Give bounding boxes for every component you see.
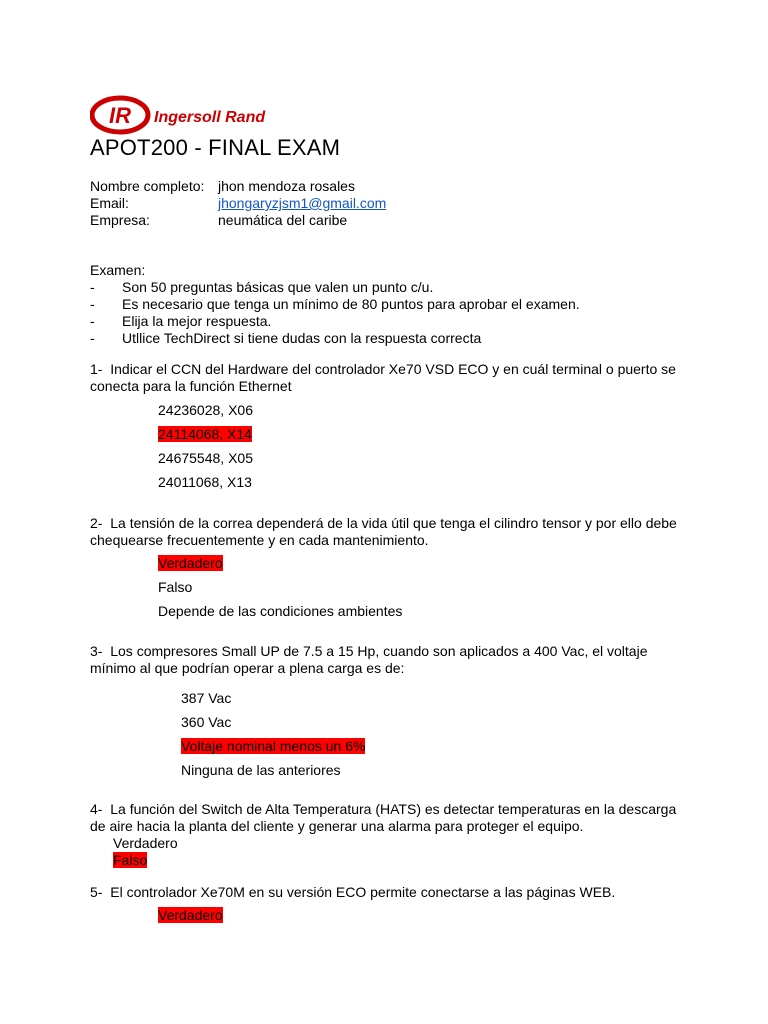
option-text: Voltaje nominal menos un 6% xyxy=(181,738,366,754)
option-text: Ninguna de las anteriores xyxy=(181,762,341,778)
question-5 xyxy=(90,884,690,901)
company-label: Empresa: xyxy=(90,212,150,228)
answer-option-selected[interactable] xyxy=(158,907,223,931)
option-text: 24011068, X13 xyxy=(158,474,252,490)
question-number: 3- xyxy=(90,643,103,659)
answer-option-selected[interactable] xyxy=(158,426,253,450)
question-number: 5- xyxy=(90,884,103,900)
question-2-options xyxy=(158,555,402,627)
question-1-options xyxy=(158,402,253,498)
bullet-dash: - xyxy=(90,296,95,312)
name-label: Nombre completo: xyxy=(90,178,205,194)
bullet-dash: - xyxy=(90,313,95,329)
instruction-text: Son 50 preguntas básicas que valen un punto c/u. xyxy=(122,279,434,295)
question-number: 1- xyxy=(90,361,103,377)
question-4 xyxy=(90,801,690,835)
option-text: 387 Vac xyxy=(181,690,232,706)
question-3-options xyxy=(181,690,365,786)
bullet-dash: - xyxy=(90,279,95,295)
instruction-item xyxy=(90,296,580,313)
instruction-text: Elija la mejor respuesta. xyxy=(122,313,272,329)
option-text: Verdadero xyxy=(158,555,223,571)
email-link[interactable]: jhongaryzjsm1@gmail.com xyxy=(218,195,387,211)
question-text: La función del Switch de Alta Temperatura (HATS) es detectar temperaturas en la descarga de aire hacia la planta del cliente y generar una alarma para proteger el equipo. xyxy=(90,801,677,834)
answer-option-selected[interactable] xyxy=(158,555,402,579)
question-text: Los compresores Small UP de 7.5 a 15 Hp, cuando son aplicados a 400 Vac, el voltaje mínimo al que podrían operar a plena carga es de: xyxy=(90,643,648,676)
info-row-email xyxy=(90,195,386,212)
name-value: jhon mendoza rosales xyxy=(218,178,355,194)
ingersoll-rand-logo-icon xyxy=(90,95,270,135)
option-text: Falso xyxy=(113,852,148,868)
question-number: 4- xyxy=(90,801,103,817)
question-2 xyxy=(90,515,690,549)
question-text: El controlador Xe70M en su versión ECO permite conectarse a las páginas WEB. xyxy=(110,884,616,900)
answer-option[interactable] xyxy=(158,603,402,627)
instruction-item xyxy=(90,330,580,347)
answer-option[interactable] xyxy=(158,450,253,474)
option-text: 360 Vac xyxy=(181,714,232,730)
instruction-text: Es necesario que tenga un mínimo de 80 puntos para aprobar el examen. xyxy=(122,296,580,312)
answer-option[interactable] xyxy=(181,762,365,786)
info-row-name xyxy=(90,178,386,195)
ingersoll-rand-logo xyxy=(90,95,270,135)
option-text: 24675548, X05 xyxy=(158,450,253,466)
instruction-item xyxy=(90,313,580,330)
question-1 xyxy=(90,361,690,395)
answer-option[interactable] xyxy=(158,474,253,498)
exam-instructions xyxy=(90,262,580,347)
info-block xyxy=(90,178,386,229)
answer-option[interactable] xyxy=(181,714,365,738)
question-text: Indicar el CCN del Hardware del controlador Xe70 VSD ECO y en cuál terminal o puerto se conecta para la función Ethernet xyxy=(90,361,676,394)
page-title: APOT200 - FINAL EXAM xyxy=(90,135,341,160)
company-value: neumática del caribe xyxy=(218,212,348,228)
option-text: Verdadero xyxy=(158,907,223,923)
answer-option-selected[interactable] xyxy=(113,852,178,869)
instruction-item xyxy=(90,279,580,296)
question-5-options xyxy=(158,907,223,931)
question-number: 2- xyxy=(90,515,103,531)
answer-option[interactable] xyxy=(158,402,253,426)
answer-option-selected[interactable] xyxy=(181,738,365,762)
email-label: Email: xyxy=(90,195,129,211)
option-text: Verdadero xyxy=(113,835,178,851)
answer-option[interactable] xyxy=(158,579,402,603)
option-text: 24236028, X06 xyxy=(158,402,253,418)
question-3 xyxy=(90,643,690,677)
question-text: La tensión de la correa dependerá de la vida útil que tenga el cilindro tensor y por ello debe chequearse frecuentemente y en cada mantenimiento. xyxy=(90,515,677,548)
question-4-options xyxy=(113,835,178,869)
option-text: Falso xyxy=(158,579,193,595)
instructions-heading: Examen: xyxy=(90,262,146,278)
answer-option[interactable] xyxy=(113,835,178,852)
svg-text:Ingersoll Rand: Ingersoll Rand xyxy=(154,109,266,126)
info-row-company xyxy=(90,212,386,229)
bullet-dash: - xyxy=(90,330,95,346)
answer-option[interactable] xyxy=(181,690,365,714)
svg-text:IR: IR xyxy=(109,103,131,128)
option-text: 24114068, X14 xyxy=(158,426,252,442)
instruction-text: Utllice TechDirect si tiene dudas con la respuesta correcta xyxy=(122,330,482,346)
option-text: Depende de las condiciones ambientes xyxy=(158,603,403,619)
